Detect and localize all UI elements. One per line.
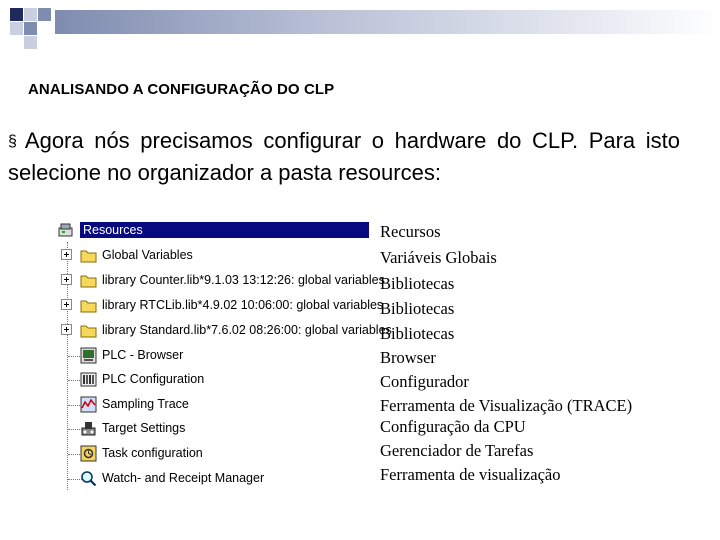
tree-item-label: library Counter.lib*9.1.03 13:12:26: global variables [102,273,385,287]
slide-heading: ANALISANDO A CONFIGURAÇÃO DO CLP [28,81,335,98]
watch-manager-icon [80,470,97,487]
plc-browser-icon [80,347,97,364]
resources-tree [58,220,392,490]
translation-label: Bibliotecas [380,274,455,293]
tree-root-label: Resources [80,222,369,238]
folder-icon [80,272,97,289]
expand-icon[interactable] [61,274,72,285]
deco-gradient-bar [55,10,720,34]
translation-label: Recursos [380,222,441,241]
paragraph-text: Agora nós precisamos configurar o hardware do CLP. Para isto selecione no organizador a pasta resources: [8,128,680,185]
header-decoration [0,0,720,50]
tree-item-watch-receipt-manager[interactable] [58,468,378,490]
tree-item-label: Task configuration [102,446,203,460]
sampling-trace-icon [80,396,97,413]
translation-label: Variáveis Globais [380,248,497,267]
folder-icon [80,322,97,339]
translation-label: Ferramenta de Visualização (TRACE) [380,396,633,415]
translation-label: Browser [380,348,436,367]
tree-item-label: Watch- and Receipt Manager [102,471,265,485]
plc-configuration-icon [80,371,97,388]
bullet-marker: § [8,133,17,150]
translation-label: Configuração da CPU [380,417,526,436]
translation-label: Configurador [380,372,469,391]
tree-item-plc-browser[interactable] [58,345,378,367]
tree-item-library-rtclib[interactable] [58,295,384,317]
deco-square-light [24,36,37,49]
tree-item-label: library RTCLib.lib*4.9.02 10:06:00: global variables [102,298,384,312]
tree-item-label: Sampling Trace [102,397,189,411]
tree-item-global-variables[interactable] [58,245,378,267]
translation-label: Bibliotecas [380,324,455,343]
translation-label: Ferramenta de visualização [380,465,561,484]
tree-item-library-standard[interactable] [58,320,392,342]
expand-icon[interactable] [61,324,72,335]
tree-item-label: Target Settings [102,421,186,435]
tree-item-label: Global Variables [102,248,193,262]
deco-square-dark [10,8,23,21]
tree-item-label: PLC - Browser [102,348,184,362]
tree-root-resources[interactable] [58,220,378,242]
tree-item-library-counter[interactable] [58,270,385,292]
bullet-paragraph [8,126,680,187]
expand-icon[interactable] [61,249,72,260]
tree-item-label: library Standard.lib*7.6.02 08:26:00: global variables [102,323,392,337]
tree-item-plc-configuration[interactable] [58,369,378,391]
target-settings-icon [80,420,97,437]
deco-square-light [24,8,37,21]
translation-label: Bibliotecas [380,299,455,318]
folder-icon [80,247,97,264]
deco-square-light [10,22,23,35]
tree-item-label: PLC Configuration [102,372,205,386]
deco-square-mid [24,22,37,35]
deco-square-mid [38,8,51,21]
translation-label: Gerenciador de Tarefas [380,441,534,460]
folder-icon [80,297,97,314]
tree-item-target-settings[interactable] [58,418,378,440]
task-configuration-icon [80,445,97,462]
resources-icon [58,222,75,239]
expand-icon[interactable] [61,299,72,310]
tree-item-task-configuration[interactable] [58,443,378,465]
tree-item-sampling-trace[interactable] [58,394,378,416]
